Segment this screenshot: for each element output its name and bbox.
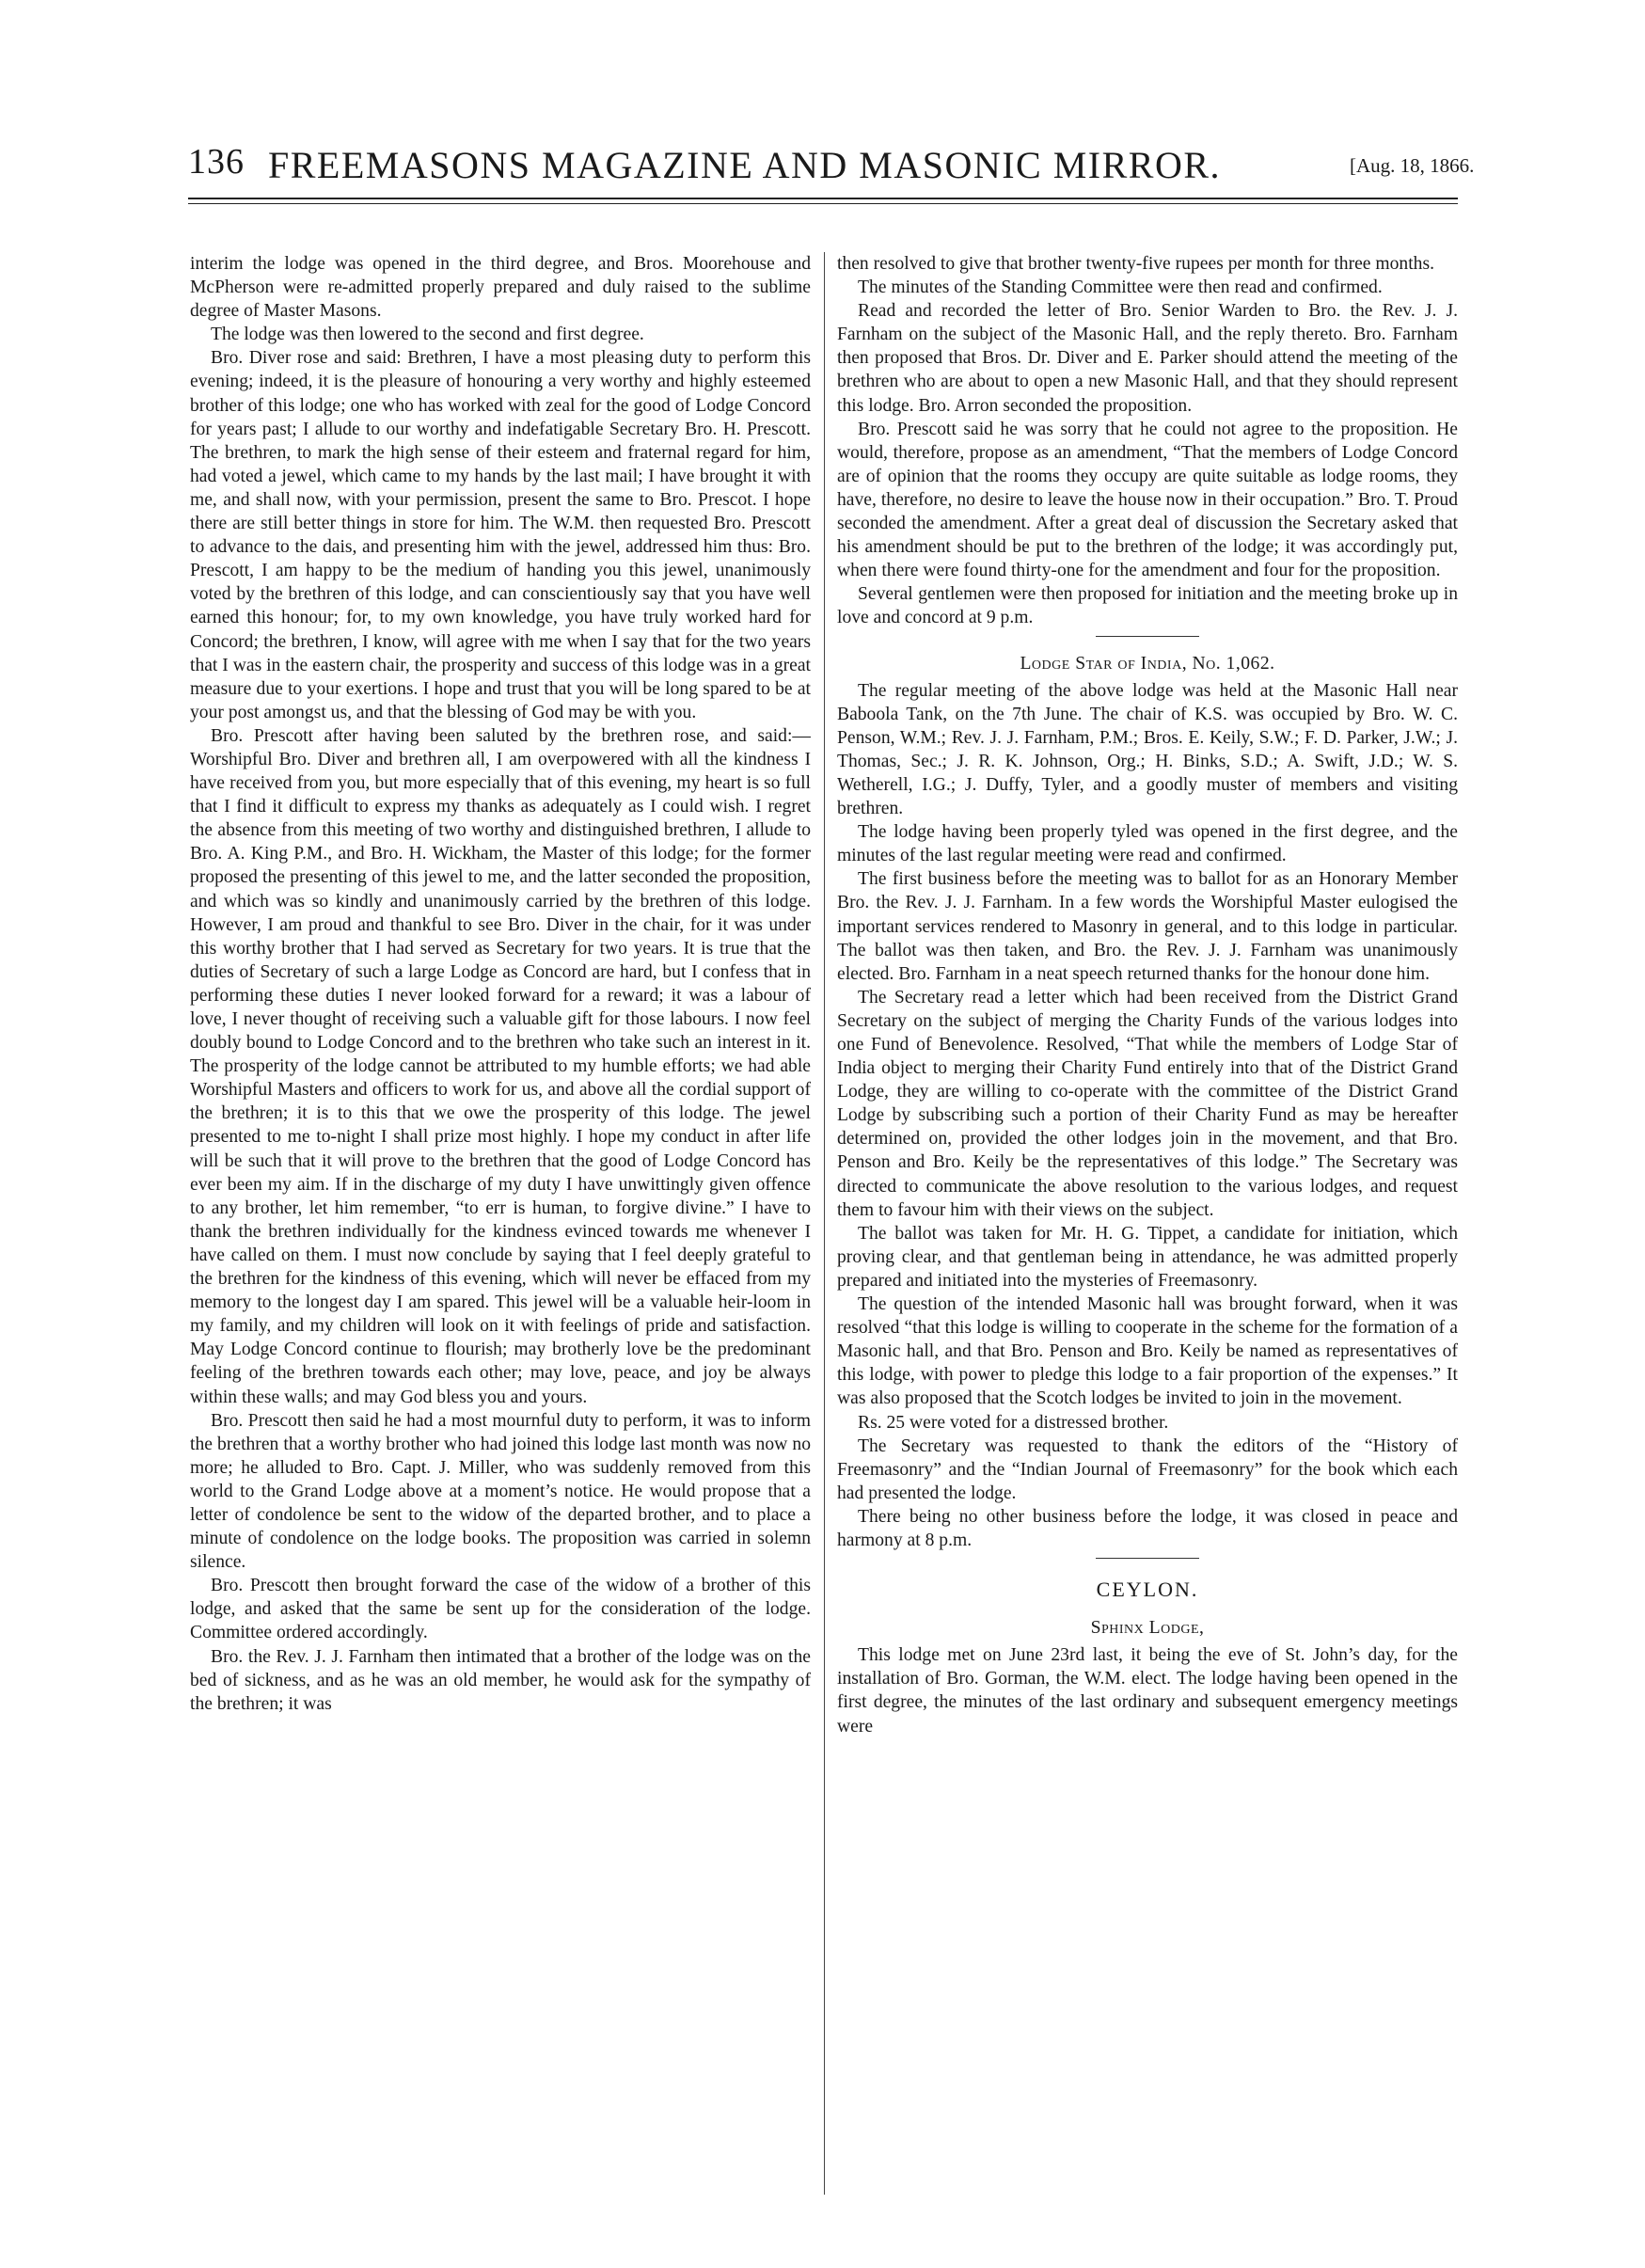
paragraph: Read and recorded the letter of Bro. Senior Warden to Bro. the Rev. J. J. Farnham on the subject of the Masonic Hall, and the reply thereto. Bro. Farnham then proposed that Bros. Dr. Diver and E. Parker should attend the meeting of the brethren who are about to open a new Masonic Hall, and that they should represent this lodge. Bro. Arron seconded the proposition. [837,301,1458,416]
paragraph: Bro. Prescott said he was sorry that he could not agree to the proposition. He would, therefore, propose as an amendment, “That the members of Lodge Concord are of opinion that the rooms they occupy are quite suitable as lodge rooms, they have, therefore, no desire to leave the house now in their occupation.” Bro. T. Proud seconded the amendment. After a great deal of discussion the Secretary asked that his amendment should be put to the brethren of the lodge; it was accordingly put, when there were found thirty-one for the amendment and four for the proposition. [837,419,1458,581]
paragraph: The lodge was then lowered to the second and first degree. [211,325,644,345]
paragraph: The minutes of the Standing Committee were then read and confirmed. [858,278,1383,298]
paragraph: Bro. Prescott then brought forward the case of the widow of a brother of this lodge, and asked that the same be sent up for the consideration of the lodge. Committee ordered accordingly. [190,1576,811,1643]
section-divider [1096,1558,1199,1559]
paragraph: interim the lodge was opened in the third degree, and Bros. Moorehouse and McPherson were re-admitted properly prepared and duly raised to the sublime degree of Master Masons. [190,254,811,322]
right-column [837,252,1458,2209]
header-rule-thin [188,203,1458,204]
left-column [190,252,811,2209]
page-number: 136 [188,142,245,182]
paragraph: then resolved to give that brother twenty-five rupees per month for three months. [837,254,1434,274]
section-subheading: Sphinx Lodge, [1090,1618,1205,1639]
paragraph: This lodge met on June 23rd last, it being the eve of St. John’s day, for the installation of Bro. Gorman, the W.M. elect. The lodge having been opened in the first degree, the minutes of the last ordinary and subsequent emergency meetings were [837,1645,1458,1737]
paragraph: The question of the intended Masonic hall was brought forward, when it was resolved “that this lodge is willing to cooperate in the scheme for the formation of a Masonic hall, and that Bro. Penson and Bro. Keily be named as representatives of this lodge, with power to pledge this lodge to a fair proportion of the expenses.” It was also proposed that the Scotch lodges be invited to join in the movement. [837,1294,1458,1409]
paragraph: Several gentlemen were then proposed for initiation and the meeting broke up in love and concord at 9 p.m. [837,584,1458,628]
paragraph: Rs. 25 were voted for a distressed brother. [858,1412,1169,1433]
paragraph: Bro. the Rev. J. J. Farnham then intimated that a brother of the lodge was on the bed of sickness, and as he was an old member, he would ask for the sympathy of the brethren; it was [190,1646,811,1714]
paragraph: The first business before the meeting was to ballot for as an Honorary Member Bro. the Rev. J. J. Farnham. In a few words the Worshipful Master eulogised the important services rendered to Masonry in general, and to this lodge in particular. The ballot was then taken, and Bro. the Rev. J. J. Farnham was unanimously elected. Bro. Farnham in a neat speech returned thanks for the honour done him. [837,869,1458,984]
section-divider [1096,636,1199,637]
paragraph: The regular meeting of the above lodge was held at the Masonic Hall near Baboola Tank, on the 7th June. The chair of K.S. was occupied by Bro. W. C. Penson, W.M.; Rev. J. J. Farnham, P.M.; Bros. E. Keily, S.W.; F. D. Parker, J.W.; J. Thomas, Sec.; J. R. K. Johnson, Org.; H. Binks, S.D.; A. Swift, J.D.; W. S. Wetherell, I.G.; J. Duffy, Tyler, and a goodly muster of members and visiting brethren. [837,680,1458,819]
issue-date: [Aug. 18, 1866. [1350,154,1475,177]
running-title: FREEMASONS MAGAZINE AND MASONIC MIRROR. [268,144,1222,186]
section-heading: CEYLON. [1096,1578,1199,1602]
paragraph: There being no other business before the lodge, it was closed in peace and harmony at 8 p.m. [837,1506,1458,1550]
paragraph: The lodge having been properly tyled was opened in the first degree, and the minutes of the last regular meeting were read and confirmed. [837,822,1458,866]
paragraph: Bro. Prescott after having been saluted by the brethren rose, and said:—Worshipful Bro. Diver and brethren all, I am overpowered with all the kindness I have received from you, but more especially that of this evening, my heart is so full that I find it difficult to express my thanks as adequately as I could wish. I regret the absence from this meeting of two worthy and distinguished brethren, I allude to Bro. A. King P.M., and Bro. H. Wickham, the Master of this lodge; for the former proposed the presenting of this jewel to me, and the latter seconded the proposition, and which was so kindly and unanimously carried by the brethren of this lodge. However, I am proud and thankful to see Bro. Diver in the chair, for it was under this worthy brother that I had served as Secretary for two years. It is true that the duties of Secretary of such a large Lodge as Concord are hard, but I confess that in performing these duties I never looked forward for a reward; it was a labour of love, I never thought of receiving such a valuable gift for those labours. I now feel doubly bound to Lodge Concord and to the brethren who take such an interest in it. The prosperity of the lodge cannot be attributed to my humble efforts; we had able Worshipful Masters and officers to work for us, and above all the cordial support of the brethren; it is to this that we owe the prosperity of this lodge. The jewel presented to me to-night I shall prize most highly. I hope my conduct in after life will be such that it will prove to the brethren that the good of Lodge Concord has ever been my aim. If in the discharge of my duty I have unwittingly given offence to any brother, let him remember, “to err is human, to forgive divine.” I have to thank the brethren individually for the kindness evinced towards me whenever I have called on them. I must now conclude by saying that I feel deeply grateful to the brethren for the kindness of this evening, which will never be effaced from my memory to the longest day I am spared. This jewel will be a valuable heir-loom in my family, and my children will look on it with feelings of pride and satisfaction. May Lodge Concord continue to flourish; may brotherly love be the predominant feeling of the brethren towards each other; may love, peace, and joy be always within these walls; and may God bless you and yours. [190,725,811,1407]
header-rule [188,198,1458,199]
paragraph: Bro. Prescott then said he had a most mournful duty to perform, it was to inform the brethren that a worthy brother who had joined this lodge last month was now no more; he alluded to Bro. Capt. J. Miller, who was suddenly removed from this world to the Grand Lodge above at a moment’s notice. He would propose that a letter of condolence be sent to the widow of the departed brother, and to place a minute of condolence on the lodge books. The proposition was carried in solemn silence. [190,1410,811,1573]
section-heading: Lodge Star of India, No. 1,062. [1020,653,1275,674]
paragraph: The ballot was taken for Mr. H. G. Tippet, a candidate for initiation, which proving clear, and that gentleman being in attendance, he was admitted properly prepared and initiated into the mysteries of Freemasonry. [837,1223,1458,1291]
paragraph: Bro. Diver rose and said: Brethren, I have a most pleasing duty to perform this evening; indeed, it is the pleasure of honouring a very worthy and highly esteemed brother of this lodge; one who has worked with zeal for the good of Lodge Concord for years past; I allude to our worthy and indefatigable Secretary Bro. H. Prescott. The brethren, to mark the high sense of their esteem and fraternal regard for him, had voted a jewel, which came to my hands by the last mail; I have brought it with me, and shall now, with your permission, present the same to Bro. Prescot. I hope there are still better things in store for him. The W.M. then requested Bro. Prescott to advance to the dais, and presenting him with the jewel, addressed him thus: Bro. Prescott, I am happy to be the medium of handing you this jewel, unanimously voted by the brethren of this lodge, and can conscientiously say that you have well earned this honour; for, to my own knowledge, you have truly worked hard for Concord; the brethren, I know, will agree with me when I say that for the two years that I was in the eastern chair, the prosperity and success of this lodge was in a great measure due to your exertions. I hope and trust that you will be long spared to be at your post amongst us, and that the blessing of God may be with you. [190,348,811,722]
paragraph: The Secretary was requested to thank the editors of the “History of Freemasonry” and the “Indian Journal of Freemasonry” for the book which each had presented the lodge. [837,1435,1458,1503]
paragraph: The Secretary read a letter which had been received from the District Grand Secretary on the subject of merging the Charity Funds of the various lodges into one Fund of Benevolence. Resolved, “That while the members of Lodge Star of India object to merging their Charity Fund entirely into that of the District Grand Lodge, they are willing to co-operate with the committee of the District Grand Lodge by subscribing such a portion of their Charity Fund as may be hereafter determined on, provided the other lodges join in the movement, and that Bro. Penson and Bro. Keily be the representatives of this lodge.” The Secretary was directed to communicate the above resolution to the various lodges, and request them to favour him with their views on the subject. [837,987,1458,1220]
column-divider [824,252,825,2195]
